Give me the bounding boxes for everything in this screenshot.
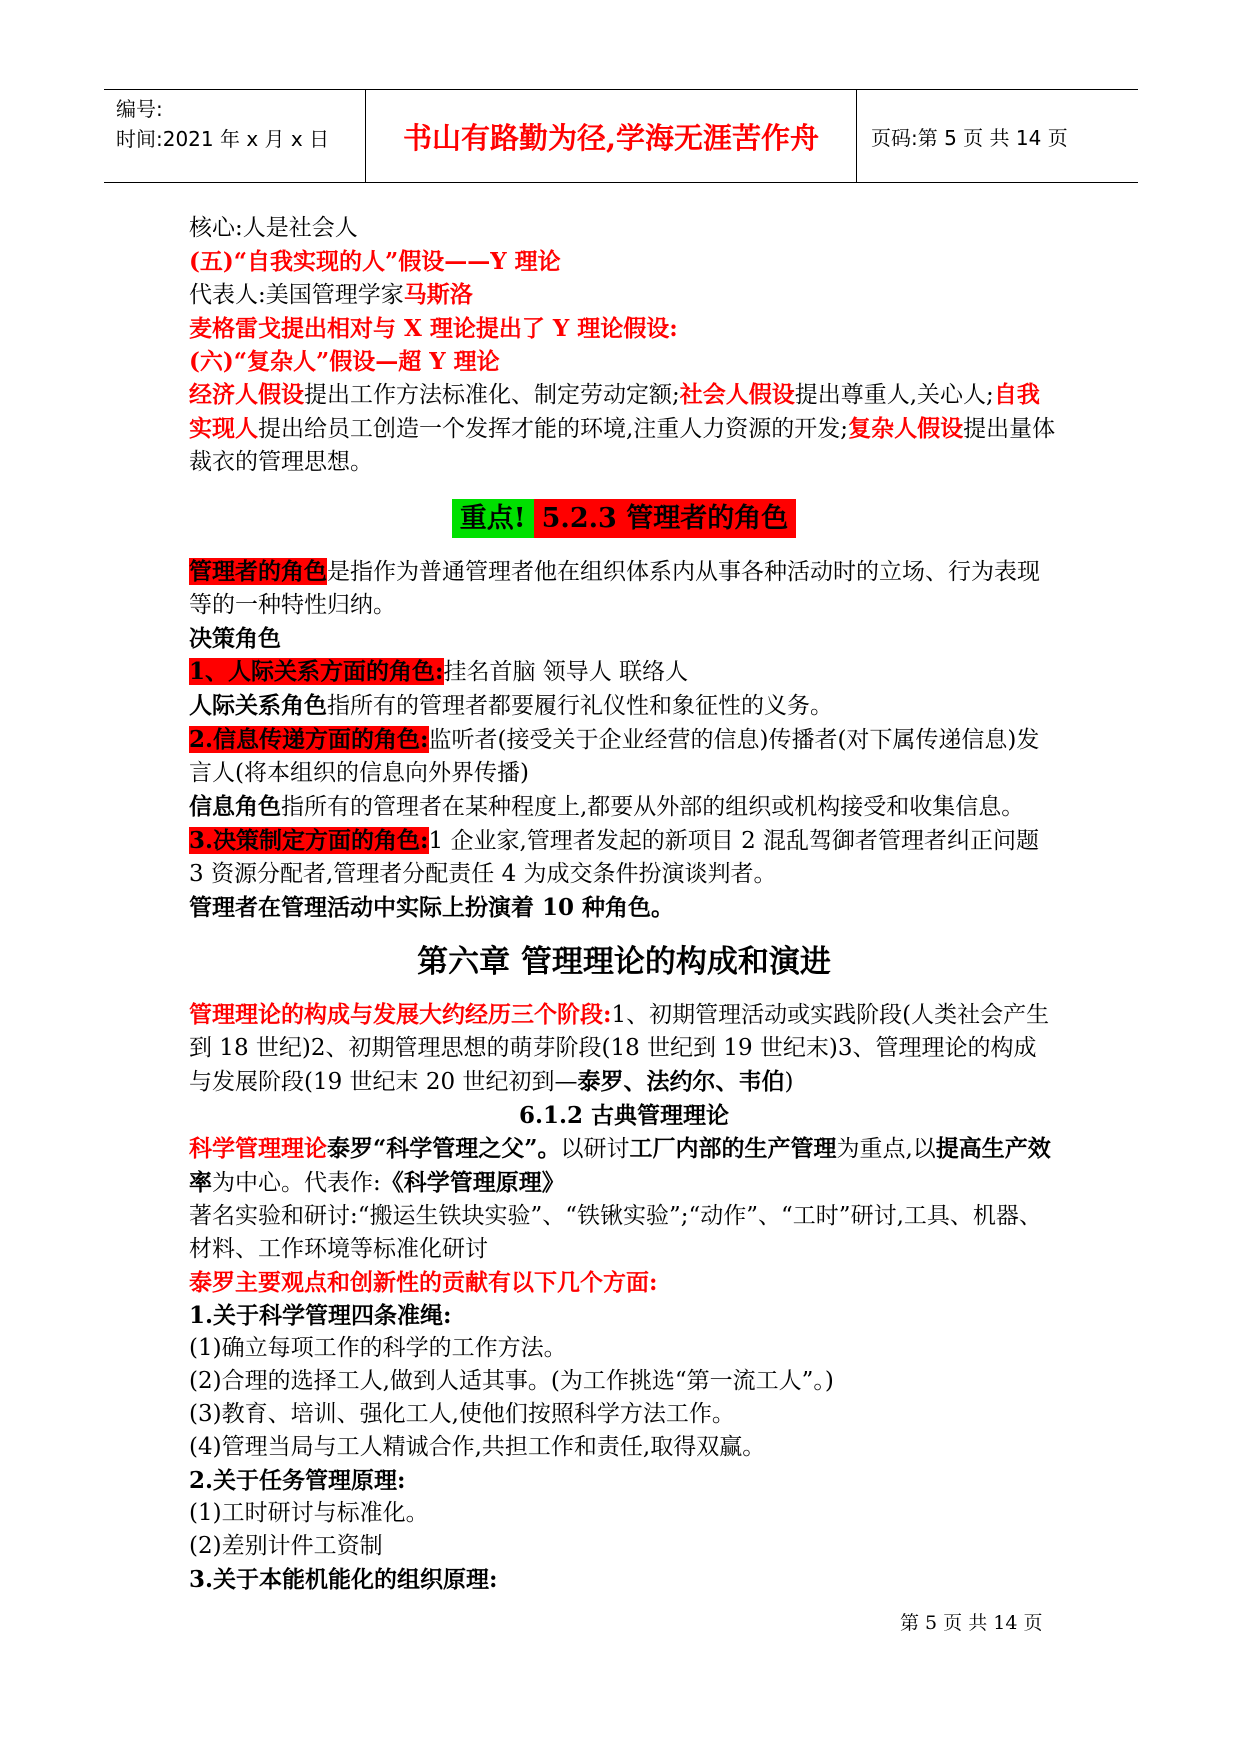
line: 2.关于任务管理原理:	[189, 1467, 406, 1494]
paragraph: 3.决策制定方面的角色:1 企业家,管理者发起的新项目 2 混乱驾御者管理者纠正问题 3 资源分配者,管理者分配责任 4 为成交条件扮演谈判者。	[189, 827, 1040, 887]
motto-text: 书山有路勤为径,学海无涯苦作舟	[402, 120, 820, 155]
line: 1.关于科学管理四条准绳:	[189, 1302, 452, 1329]
number-label: 编号:	[116, 97, 163, 121]
line: 核心:人是社会人	[189, 215, 358, 241]
list-item: (1)工时研讨与标准化。	[189, 1500, 429, 1526]
section-title: 6.1.2 古典管理理论	[518, 1102, 730, 1129]
header-motto	[366, 90, 857, 182]
chapter-title: 第六章 管理理论的构成和演进	[417, 944, 831, 980]
paragraph: 2.信息传递方面的角色:监听者(接受关于企业经营的信息)传播者(对下属传递信息)发言人(将本组织的信息向外界传播)	[189, 726, 1040, 786]
page-header	[104, 89, 1138, 183]
paragraph: 经济人假设提出工作方法标准化、制定劳动定额;社会人假设提出尊重人,关心人;自我实现人提出给员工创造一个发挥才能的环境,注重人力资源的开发;复杂人假设提出量体裁衣的管理思想。	[189, 381, 1056, 475]
heading-y-theory: (五)“自我实现的人”假设——Y 理论	[189, 248, 561, 275]
list-item: (2)合理的选择工人,做到人适其事。(为工作挑选“第一流工人”。)	[189, 1368, 834, 1394]
page-footer	[900, 1608, 1042, 1635]
document-body	[189, 212, 1059, 1596]
list-item: (1)确立每项工作的科学的工作方法。	[189, 1335, 567, 1361]
line: 人际关系角色指所有的管理者都要履行礼仪性和象征性的义务。	[189, 692, 833, 719]
footer-page-number: 第 5 页 共 14 页	[900, 1612, 1043, 1634]
line: 泰罗主要观点和创新性的贡献有以下几个方面:	[189, 1269, 658, 1296]
list-item: (4)管理当局与工人精诚合作,共担工作和责任,取得双赢。	[189, 1434, 766, 1460]
list-item: (3)教育、培训、强化工人,使他们按照科学方法工作。	[189, 1401, 735, 1427]
line: 决策角色	[189, 625, 281, 652]
line: 代表人:美国管理学家马斯洛	[189, 281, 473, 308]
paragraph: 科学管理理论泰罗“科学管理之父”。以研讨工厂内部的生产管理为重点,以提高生产效率为中心。代表作:《科学管理原理》	[189, 1135, 1051, 1196]
time-label: 时间:2021 年 x 月 x 日	[116, 127, 330, 151]
header-page	[857, 90, 1138, 182]
line: 3.关于本能机能化的组织原理:	[189, 1566, 498, 1593]
paragraph: 管理理论的构成与发展大约经历三个阶段:1、初期管理活动或实践阶段(人类社会产生到 18 世纪)2、初期管理思想的萌芽阶段(18 世纪到 19 世纪末)3、管理理论的构成与发展阶段(19 世纪末 20 世纪初到—泰罗、法约尔、韦伯)	[189, 1001, 1050, 1095]
list-item: (2)差别计件工资制	[189, 1533, 383, 1559]
header-meta	[104, 90, 366, 182]
paragraph: 管理者的角色是指作为普通管理者他在组织体系内从事各种活动时的立场、行为表现等的一种特性归纳。	[189, 558, 1040, 618]
page-label: 页码:第 5 页 共 14 页	[871, 125, 1068, 150]
paragraph: 著名实验和研讨:“搬运生铁块实验”、“铁锹实验”;“动作”、“工时”研讨,工具、机器、材料、工作环境等标准化研讨	[189, 1203, 1042, 1262]
line: 1、人际关系方面的角色:挂名首脑 领导人 联络人	[189, 658, 689, 685]
line: 麦格雷戈提出相对与 X 理论提出了 Y 理论假设:	[189, 315, 678, 342]
paragraph: 信息角色指所有的管理者在某种程度上,都要从外部的组织或机构接受和收集信息。	[189, 793, 1025, 820]
line: 管理者在管理活动中实际上扮演着 10 种角色。	[189, 894, 675, 921]
heading-complex-man: (六)“复杂人”假设—超 Y 理论	[189, 348, 500, 375]
key-heading: 重点! 5.2.3 管理者的角色	[189, 497, 1059, 541]
